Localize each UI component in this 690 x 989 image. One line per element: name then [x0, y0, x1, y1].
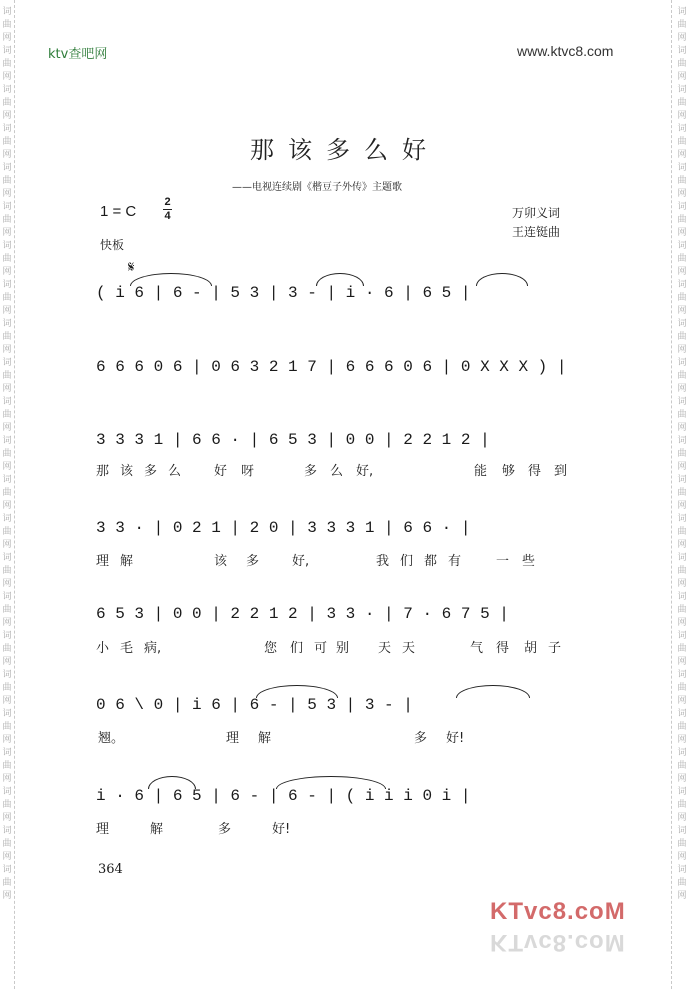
side-watermark-char: 词	[677, 670, 687, 680]
side-watermark-char: 网	[677, 72, 687, 82]
site-name[interactable]: ktv查吧网	[48, 47, 108, 62]
side-watermark-char: 曲	[2, 176, 12, 186]
song-title: 那该多么好	[250, 136, 440, 164]
side-watermark-char: 曲	[2, 527, 12, 537]
side-watermark-char: 网	[2, 618, 12, 628]
side-watermark-char: 网	[2, 189, 12, 199]
side-watermark-char: 网	[2, 696, 12, 706]
side-watermark-char: 曲	[677, 176, 687, 186]
side-watermark-char: 网	[2, 267, 12, 277]
side-watermark-char: 曲	[677, 878, 687, 888]
side-watermark-char: 词	[2, 241, 12, 251]
side-watermark-char: 词	[677, 631, 687, 641]
side-watermark-char: 曲	[677, 215, 687, 225]
side-watermark-char: 网	[677, 735, 687, 745]
side-watermark-char: 曲	[2, 254, 12, 264]
score-notes: i · 6 | 6 5 | 6 - | 6 - | ( i i i 0 i |	[96, 787, 471, 805]
side-watermark-char: 词	[677, 241, 687, 251]
side-watermark-char: 词	[2, 553, 12, 563]
side-watermark-char: 词	[677, 7, 687, 17]
side-watermark-char: 曲	[2, 488, 12, 498]
side-watermark-char: 词	[677, 280, 687, 290]
side-watermark-char: 曲	[2, 800, 12, 810]
side-watermark-char: 曲	[2, 605, 12, 615]
side-watermark-char: 词	[2, 46, 12, 56]
side-watermark-char: 曲	[677, 605, 687, 615]
side-watermark-char: 网	[2, 891, 12, 901]
side-watermark-char: 网	[677, 306, 687, 316]
side-watermark-char: 网	[2, 345, 12, 355]
side-watermark-char: 网	[677, 384, 687, 394]
score-notes: 6 5 3 | 0 0 | 2 2 1 2 | 3 3 · | 7 · 6 7 5 |	[96, 605, 509, 623]
side-watermark-char: 词	[2, 709, 12, 719]
side-watermark-char: 网	[2, 735, 12, 745]
score-notes: 6 6 6 0 6 | 0 6 3 2 1 7 | 6 6 6 0 6 | 0 X X X ) |	[96, 358, 567, 376]
score-row-1	[96, 283, 586, 309]
side-watermark-char: 网	[677, 618, 687, 628]
side-watermark-char: 词	[677, 46, 687, 56]
side-watermark-char: 网	[677, 33, 687, 43]
side-watermark-char: 词	[677, 436, 687, 446]
side-watermark-char: 网	[2, 657, 12, 667]
side-watermark-char: 网	[677, 579, 687, 589]
side-watermark-char: 曲	[2, 410, 12, 420]
page-number: 364	[98, 862, 123, 877]
side-watermark-char: 网	[2, 111, 12, 121]
side-watermark-char: 词	[2, 358, 12, 368]
side-watermark-char: 词	[2, 787, 12, 797]
side-watermark-char: 词	[2, 124, 12, 134]
key-signature: 1 = C	[100, 203, 137, 220]
side-watermark-char: 网	[2, 852, 12, 862]
side-watermark-char: 词	[677, 826, 687, 836]
side-watermark-char: 曲	[677, 332, 687, 342]
side-watermark-char: 词	[677, 514, 687, 524]
time-signature	[163, 197, 172, 222]
side-watermark-char: 曲	[2, 878, 12, 888]
lyric-line-4: 翘。 理 解 多 好!	[98, 731, 465, 746]
side-watermark-char: 曲	[2, 644, 12, 654]
side-watermark-char: 曲	[2, 59, 12, 69]
song-subtitle: ——电视连续剧《楷豆子外传》主题歌	[232, 182, 402, 193]
side-watermark-char: 曲	[2, 215, 12, 225]
side-watermark-char: 曲	[2, 20, 12, 30]
side-watermark-char: 词	[2, 631, 12, 641]
score-row-7	[96, 786, 586, 812]
side-watermark-char: 词	[2, 592, 12, 602]
side-watermark-char: 网	[2, 72, 12, 82]
side-watermark-char: 网	[677, 501, 687, 511]
side-watermark-char: 网	[2, 33, 12, 43]
side-watermark-char: 曲	[677, 761, 687, 771]
side-watermark-char: 词	[2, 319, 12, 329]
side-watermark-char: 曲	[2, 839, 12, 849]
side-watermark-char: 词	[2, 85, 12, 95]
time-signature-top: 2	[164, 196, 171, 208]
side-watermark-char: 网	[2, 774, 12, 784]
side-watermark-char: 曲	[677, 410, 687, 420]
side-watermark-char: 词	[677, 553, 687, 563]
side-watermark-char: 词	[677, 163, 687, 173]
side-watermark-char: 网	[2, 501, 12, 511]
side-watermark-char: 网	[677, 150, 687, 160]
lyricist-credit: 万卯义词	[512, 206, 561, 220]
side-watermark-char: 曲	[677, 449, 687, 459]
side-watermark-char: 网	[2, 423, 12, 433]
side-watermark-char: 曲	[2, 98, 12, 108]
composer-credit: 王连铤曲	[512, 225, 561, 239]
side-watermark-char: 曲	[677, 800, 687, 810]
side-watermark-char: 网	[677, 813, 687, 823]
corner-logo: KTvc8.coM	[490, 898, 626, 925]
side-watermark-char: 网	[677, 111, 687, 121]
side-watermark-char: 网	[677, 267, 687, 277]
side-watermark-char: 曲	[677, 137, 687, 147]
side-watermark-char: 词	[677, 85, 687, 95]
time-signature-bottom: 4	[164, 210, 171, 222]
side-watermark-char: 曲	[677, 722, 687, 732]
score-notes: ( i 6 | 6 - | 5 3 | 3 - | i · 6 | 6 5 |	[96, 284, 471, 302]
side-watermark-char: 词	[677, 748, 687, 758]
side-watermark-char: 网	[677, 462, 687, 472]
side-watermark-char: 网	[2, 579, 12, 589]
side-watermark-char: 词	[2, 436, 12, 446]
side-watermark-char: 网	[677, 228, 687, 238]
side-watermark-char: 词	[677, 202, 687, 212]
side-watermark-char: 网	[2, 462, 12, 472]
lyric-line-1: 那 该 多 么 好 呀 多 么 好, 能 够 得 到	[96, 464, 568, 479]
side-watermark-char: 曲	[2, 332, 12, 342]
side-watermark-char: 曲	[677, 293, 687, 303]
side-watermark-char: 词	[677, 592, 687, 602]
side-watermark-char: 曲	[2, 449, 12, 459]
side-watermark-char: 曲	[2, 137, 12, 147]
site-url[interactable]: www.ktvc8.com	[517, 43, 614, 59]
side-watermark-char: 词	[2, 475, 12, 485]
side-watermark-char: 词	[2, 163, 12, 173]
lyric-line-3: 小 毛 病, 您 们 可 别 天 天 气 得 胡 子	[96, 641, 562, 656]
score-row-2	[96, 357, 586, 383]
side-watermark-char: 词	[2, 397, 12, 407]
side-watermark-char: 网	[677, 891, 687, 901]
score-row-5	[96, 604, 586, 630]
score-notes: 3 3 3 1 | 6 6 · | 6 5 3 | 0 0 | 2 2 1 2 |	[96, 431, 490, 449]
side-watermark-char: 曲	[677, 371, 687, 381]
score-row-3	[96, 430, 586, 456]
segno-symbol: 𝄋	[128, 258, 135, 276]
side-watermark-char: 网	[2, 306, 12, 316]
side-watermark-char: 曲	[2, 722, 12, 732]
side-watermark-char: 词	[2, 202, 12, 212]
side-watermark-char: 曲	[677, 566, 687, 576]
tempo-marking: 快板	[100, 238, 125, 252]
side-watermark-char: 曲	[2, 761, 12, 771]
side-watermark-char: 网	[2, 540, 12, 550]
side-watermark-char: 网	[677, 696, 687, 706]
lyric-line-5: 理 解 多 好!	[96, 822, 291, 837]
side-watermark-char: 网	[677, 423, 687, 433]
side-watermark-char: 曲	[2, 293, 12, 303]
side-watermark-char: 词	[2, 748, 12, 758]
side-watermark-char: 词	[2, 280, 12, 290]
side-watermark-char: 词	[2, 826, 12, 836]
side-watermark-char: 词	[677, 787, 687, 797]
side-watermark-char: 词	[677, 475, 687, 485]
side-watermark-char: 网	[677, 189, 687, 199]
side-watermark-char: 词	[677, 865, 687, 875]
side-watermark-char: 网	[2, 228, 12, 238]
side-watermark-char: 词	[677, 397, 687, 407]
score-row-6	[96, 695, 586, 721]
side-watermark-char: 曲	[677, 98, 687, 108]
side-watermark-char: 词	[677, 124, 687, 134]
side-watermark-char: 网	[2, 813, 12, 823]
side-watermark-char: 曲	[677, 839, 687, 849]
score-notes: 3 3 · | 0 2 1 | 2 0 | 3 3 3 1 | 6 6 · |	[96, 519, 471, 537]
side-watermark-char: 网	[2, 384, 12, 394]
side-watermark-char: 词	[677, 358, 687, 368]
side-watermark-char: 曲	[677, 59, 687, 69]
side-watermark-char: 网	[677, 852, 687, 862]
side-watermark-char: 词	[677, 709, 687, 719]
side-watermark-char: 曲	[2, 371, 12, 381]
corner-logo-reflection: KTvc8.coM	[490, 929, 626, 956]
side-watermark-char: 曲	[677, 683, 687, 693]
side-watermark-char: 网	[2, 150, 12, 160]
side-watermark-char: 曲	[2, 566, 12, 576]
side-watermark-char: 词	[2, 865, 12, 875]
side-watermark-char: 曲	[677, 644, 687, 654]
side-watermark-char: 词	[677, 319, 687, 329]
score-notes: 0 6 \ 0 | i 6 | 6 - | 5 3 | 3 - |	[96, 696, 413, 714]
side-watermark-char: 曲	[677, 254, 687, 264]
side-watermark-char: 词	[2, 670, 12, 680]
side-watermark-char: 曲	[677, 20, 687, 30]
score-row-4	[96, 518, 586, 544]
side-watermark-char: 网	[677, 540, 687, 550]
side-watermark-char: 曲	[677, 527, 687, 537]
side-watermark-char: 词	[2, 514, 12, 524]
side-watermark-char: 曲	[2, 683, 12, 693]
lyric-line-2: 理 解 该 多 好, 我 们 都 有 一 些	[96, 554, 536, 569]
side-watermark-char: 网	[677, 657, 687, 667]
side-watermark-char: 网	[677, 774, 687, 784]
side-watermark-char: 词	[2, 7, 12, 17]
side-watermark-char: 网	[677, 345, 687, 355]
side-watermark-char: 曲	[677, 488, 687, 498]
